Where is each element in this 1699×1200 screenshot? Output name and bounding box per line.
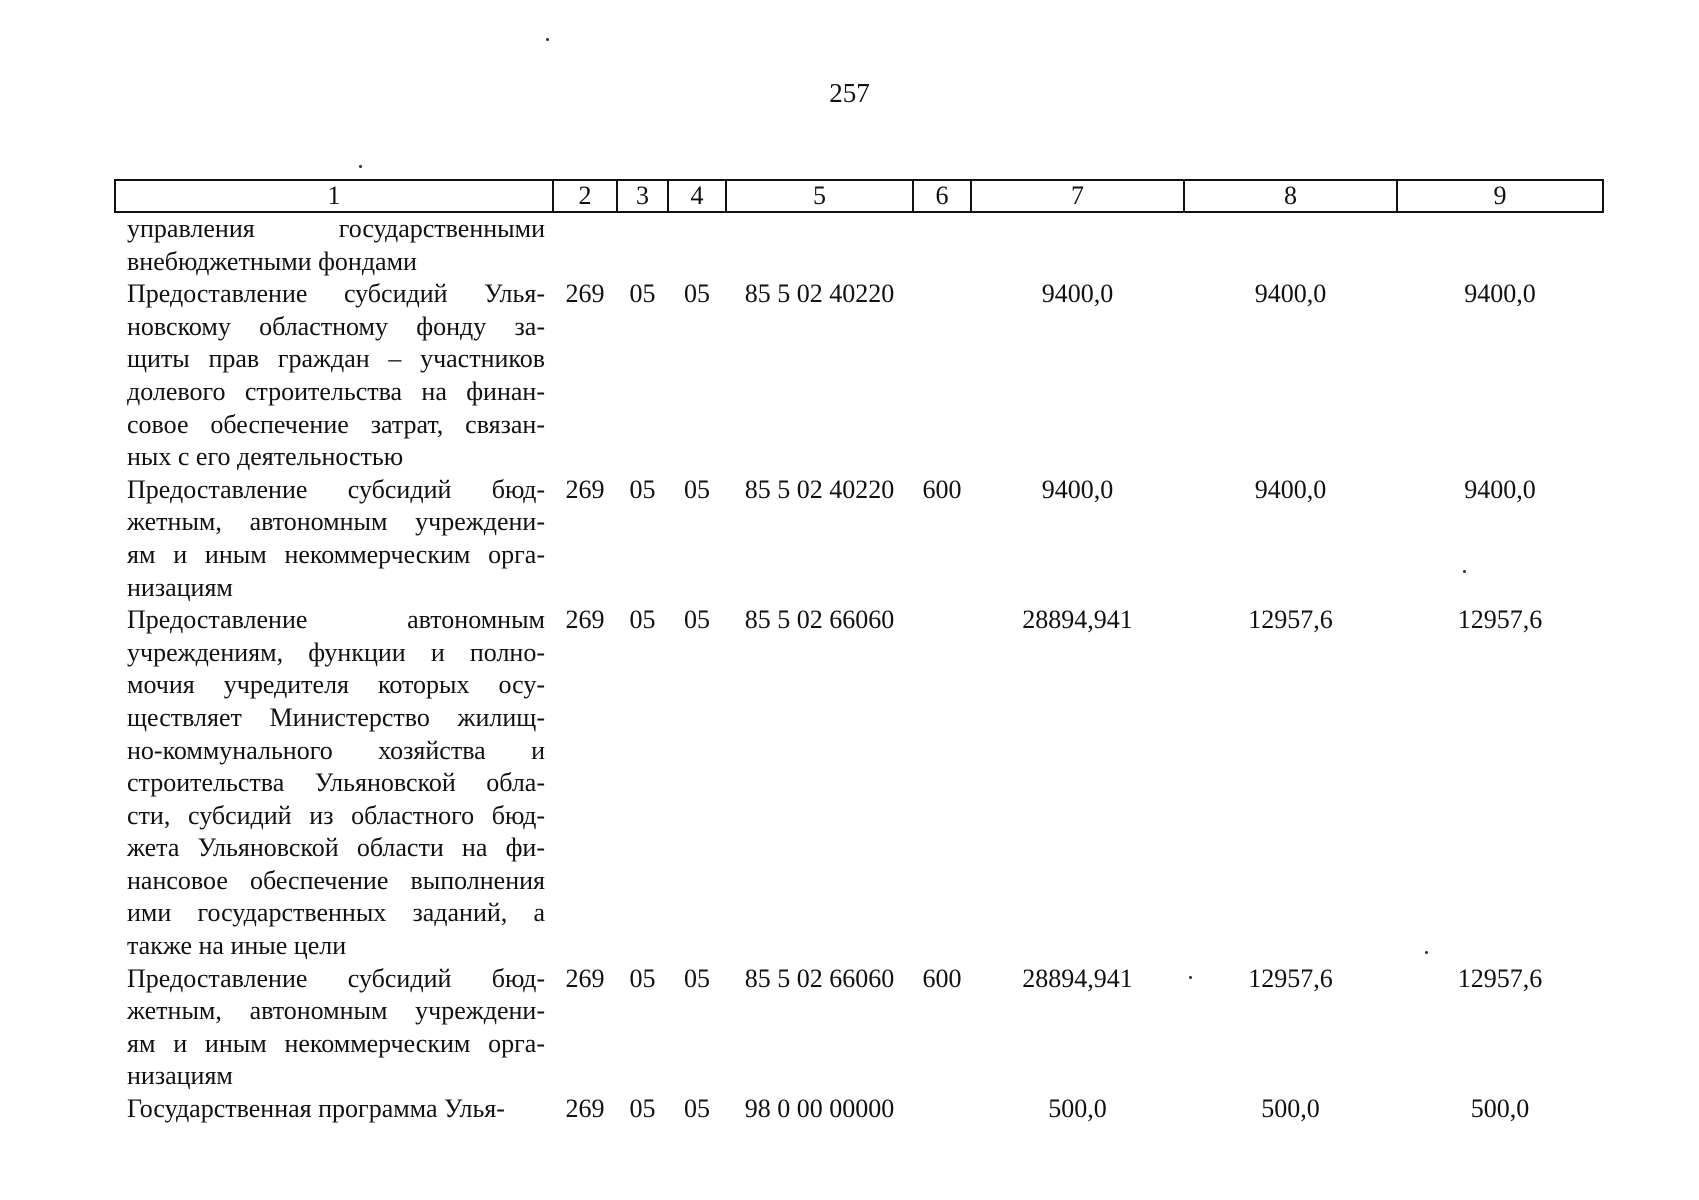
amount-col9-cell: 9400,0 (1464, 474, 1536, 504)
row-name-line: совое обеспечение затрат, связан- (127, 409, 545, 439)
chapter-code-cell: 269 (565, 605, 605, 635)
row-name-line: ям и иным некоммерческим орга- (127, 539, 545, 569)
row-name-line: управления государственными (127, 214, 545, 243)
scan-speck (1189, 976, 1192, 979)
table-row (115, 474, 1603, 604)
chapter-code-cell (553, 212, 617, 278)
scan-speck (1463, 570, 1466, 573)
subsection-code-cell: 05 (684, 963, 710, 993)
column-header-4: 4 (668, 180, 726, 212)
chapter-code-cell: 269 (565, 474, 605, 504)
table-row (115, 1093, 1603, 1126)
amount-col8-cell: 12957,6 (1248, 605, 1333, 635)
column-header-6: 6 (913, 180, 971, 212)
row-name-line: сти, субсидий из областного бюд- (127, 800, 545, 830)
row-name-line: ими государственных заданий, а (127, 898, 545, 928)
column-header-8: 8 (1184, 180, 1397, 212)
row-name-line: ществляет Министерство жилищ- (127, 702, 545, 732)
row-name-line: мочия учредителя которых осу- (127, 670, 545, 700)
section-code-cell: 05 (629, 605, 656, 635)
column-header-3: 3 (617, 180, 668, 212)
row-name-line: нансовое обеспечение выполнения (127, 865, 545, 895)
table-body (115, 212, 1603, 1126)
table-row (115, 278, 1603, 474)
row-name-line: жетным, автономным учреждени- (127, 507, 545, 537)
table-row (115, 604, 1603, 963)
row-name-line: новскому областному фонду за- (127, 311, 545, 341)
row-name-line: ям и иным некоммерческим орга- (127, 1028, 545, 1058)
row-name-line: щиты прав граждан – участников (127, 344, 545, 374)
amount-col9-cell: 9400,0 (1464, 279, 1536, 309)
amount-col9-cell (1397, 212, 1603, 278)
amount-col9-cell: 500,0 (1470, 1094, 1530, 1124)
expense-type-cell (913, 1093, 971, 1126)
column-header-9: 9 (1397, 180, 1603, 212)
row-name-line: но-коммунального хозяйства и (127, 735, 545, 765)
column-header-5: 5 (726, 180, 913, 212)
row-name-line: Предоставление автономным (127, 605, 545, 635)
row-name-line: учреждениям, функции и полно- (127, 637, 545, 667)
scan-speck (359, 165, 362, 168)
column-header-1: 1 (115, 180, 553, 212)
row-name-line: строительства Ульяновской обла- (127, 768, 545, 798)
table-row (115, 212, 1603, 278)
row-name-cell (115, 278, 553, 474)
scan-speck (546, 38, 549, 41)
row-name-line: низациям (127, 1061, 233, 1091)
row-name-line: Государственная программа Улья- (127, 1094, 505, 1124)
subsection-code-cell: 05 (684, 279, 710, 309)
amount-col8-cell: 9400,0 (1254, 474, 1327, 504)
row-name-line: жетным, автономным учреждени- (127, 996, 545, 1026)
amount-col7-cell: 9400,0 (1041, 279, 1114, 309)
section-code-cell: 05 (629, 1094, 656, 1124)
expense-type-cell: 600 (922, 474, 962, 504)
row-name-cell (115, 604, 553, 963)
target-article-cell: 85 5 02 66060 (744, 963, 895, 993)
row-name-cell (115, 1093, 553, 1126)
column-header-2: 2 (553, 180, 617, 212)
row-name-line: ных с его деятельностью (127, 442, 404, 472)
row-name-cell (115, 474, 553, 604)
chapter-code-cell: 269 (565, 963, 605, 993)
amount-col7-cell: 500,0 (1048, 1094, 1107, 1124)
target-article-cell (726, 212, 913, 278)
amount-col7-cell (971, 212, 1184, 278)
table-row (115, 963, 1603, 1093)
target-article-cell: 85 5 02 66060 (744, 605, 895, 635)
row-name-line: Предоставление субсидий бюд- (127, 963, 545, 993)
chapter-code-cell: 269 (565, 279, 605, 309)
subsection-code-cell (668, 212, 726, 278)
amount-col7-cell: 28894,941 (1022, 963, 1133, 993)
amount-col7-cell: 9400,0 (1041, 474, 1114, 504)
column-header-7: 7 (971, 180, 1184, 212)
expense-type-cell (913, 278, 971, 474)
row-name-line: Предоставление субсидий бюд- (127, 474, 545, 504)
table-header (115, 180, 1603, 212)
row-name-line: Предоставление субсидий Улья- (127, 279, 545, 309)
section-code-cell: 05 (629, 279, 656, 309)
target-article-cell: 85 5 02 40220 (744, 279, 895, 309)
row-name-line: внебюджетными фондами (127, 246, 417, 276)
page-number: 257 (829, 78, 870, 108)
section-code-cell (617, 212, 668, 278)
section-code-cell: 05 (629, 474, 656, 504)
row-name-line: также на иные цели (127, 931, 347, 961)
row-name-line: жета Ульяновской области на фи- (127, 833, 545, 863)
amount-col9-cell: 12957,6 (1457, 605, 1543, 635)
subsection-code-cell: 05 (684, 1094, 710, 1124)
scan-speck (1425, 951, 1428, 954)
expense-type-cell: 600 (922, 963, 962, 993)
row-name-line: долевого строительства на финан- (127, 376, 545, 406)
amount-col8-cell: 12957,6 (1248, 963, 1333, 993)
subsection-code-cell: 05 (684, 474, 710, 504)
amount-col8-cell (1184, 212, 1397, 278)
row-name-cell (115, 212, 553, 278)
amount-col8-cell: 9400,0 (1254, 279, 1327, 309)
row-name-cell (115, 963, 553, 1093)
target-article-cell: 85 5 02 40220 (744, 474, 895, 504)
subsection-code-cell: 05 (684, 605, 710, 635)
amount-col7-cell: 28894,941 (1022, 605, 1133, 635)
expense-type-cell (913, 604, 971, 963)
budget-table (114, 179, 1604, 1126)
expense-type-cell (913, 212, 971, 278)
row-name-line: низациям (127, 572, 233, 602)
amount-col9-cell: 12957,6 (1457, 963, 1543, 993)
amount-col8-cell: 500,0 (1261, 1094, 1320, 1124)
chapter-code-cell: 269 (565, 1094, 605, 1124)
section-code-cell: 05 (629, 963, 656, 993)
target-article-cell: 98 0 00 00000 (744, 1094, 895, 1124)
header-row (115, 180, 1603, 212)
